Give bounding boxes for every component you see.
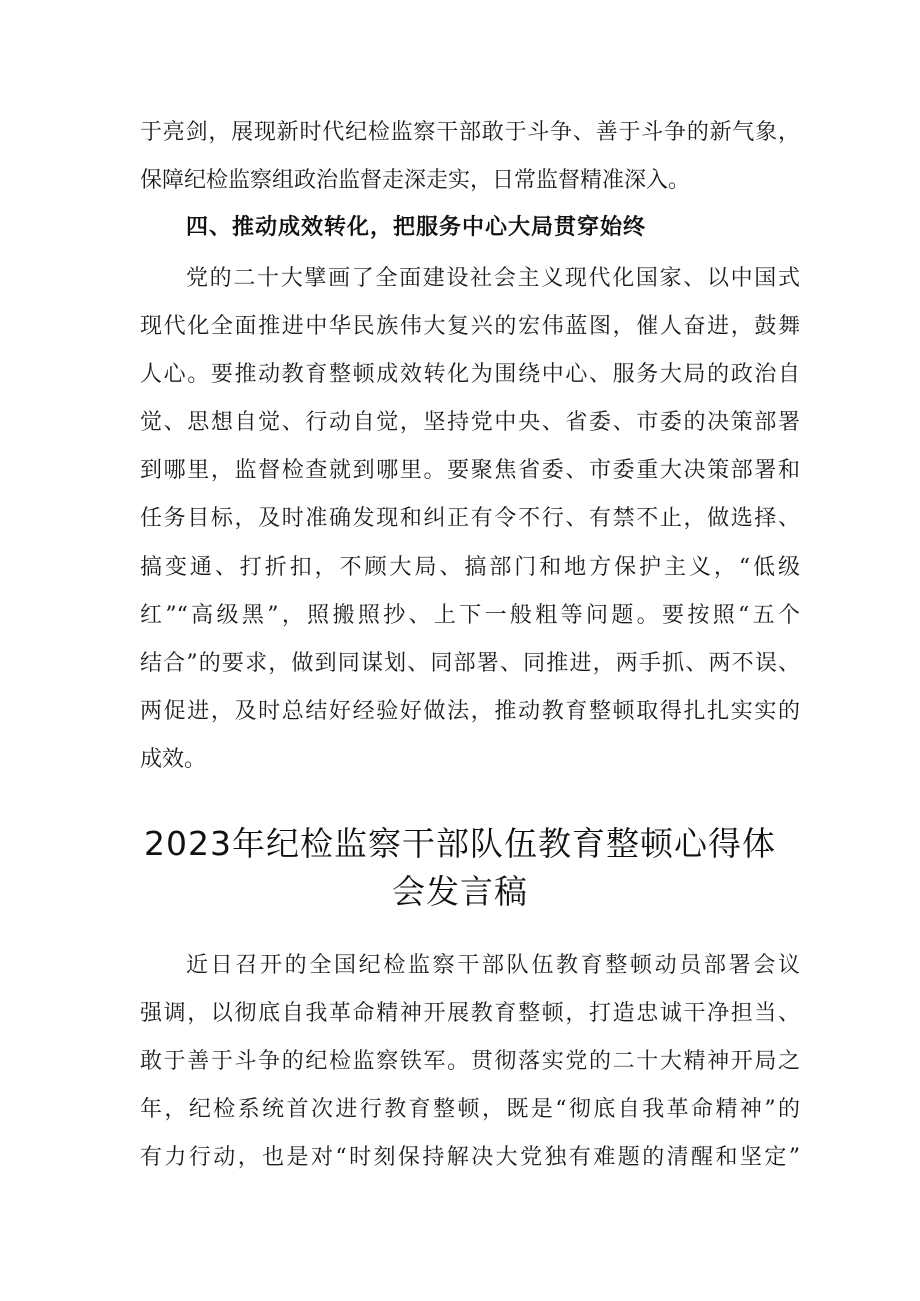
paragraph-line: 年，纪检系统首次进行教育整顿，既是“彻底自我革命精神”的 xyxy=(140,1097,800,1122)
paragraph-line: 强调，以彻底自我革命精神开展教育整顿，打造忠诚干净担当、 xyxy=(140,1001,800,1026)
article-title-line2: 会发言稿 xyxy=(392,872,528,911)
paragraph-line: 人心。要推动教育整顿成效转化为围绕中心、服务大局的政治自 xyxy=(140,362,800,387)
paragraph-line: 于亮剑，展现新时代纪检监察干部敢于斗争、善于斗争的新气象， xyxy=(140,120,800,145)
paragraph-line: 有力行动，也是对“时刻保持解决大党独有难题的清醒和坚定” xyxy=(140,1145,800,1170)
paragraph-line: 现代化全面推进中华民族伟大复兴的宏伟蓝图，催人奋进，鼓舞 xyxy=(140,314,800,339)
paragraph-line: 敢于善于斗争的纪检监察铁军。贯彻落实党的二十大精神开局之 xyxy=(140,1049,800,1074)
paragraph-line: 保障纪检监察组政治监督走深走实，日常监督精准深入。 xyxy=(140,168,691,193)
paragraph-line: 觉、思想自觉、行动自觉，坚持党中央、省委、市委的决策部署 xyxy=(140,410,800,435)
paragraph-line: 搞变通、打折扣，不顾大局、搞部门和地方保护主义，“低级 xyxy=(140,555,800,580)
paragraph-line: 任务目标，及时准确发现和纠正有令不行、有禁不止，做选择、 xyxy=(140,506,800,531)
paragraph-line: 近日召开的全国纪检监察干部队伍教育整顿动员部署会议 xyxy=(186,953,800,978)
paragraph-line: 红”“高级黑”，照搬照抄、上下一般粗等问题。要按照“五个 xyxy=(140,603,800,628)
paragraph-line: 两促进，及时总结好经验好做法，推动教育整顿取得扎扎实实的 xyxy=(140,699,800,724)
paragraph-line: 结合”的要求，做到同谋划、同部署、同推进，两手抓、两不误、 xyxy=(140,651,800,676)
paragraph-line: 党的二十大擘画了全面建设社会主义现代化国家、以中国式 xyxy=(186,266,800,291)
paragraph-line: 到哪里，监督检查就到哪里。要聚焦省委、市委重大决策部署和 xyxy=(140,458,800,483)
article-title-line1: 2023年纪检监察干部队伍教育整顿心得体 xyxy=(144,824,776,863)
section-heading: 四、推动成效转化，把服务中心大局贯穿始终 xyxy=(186,215,647,240)
paragraph-line: 成效。 xyxy=(140,747,207,772)
